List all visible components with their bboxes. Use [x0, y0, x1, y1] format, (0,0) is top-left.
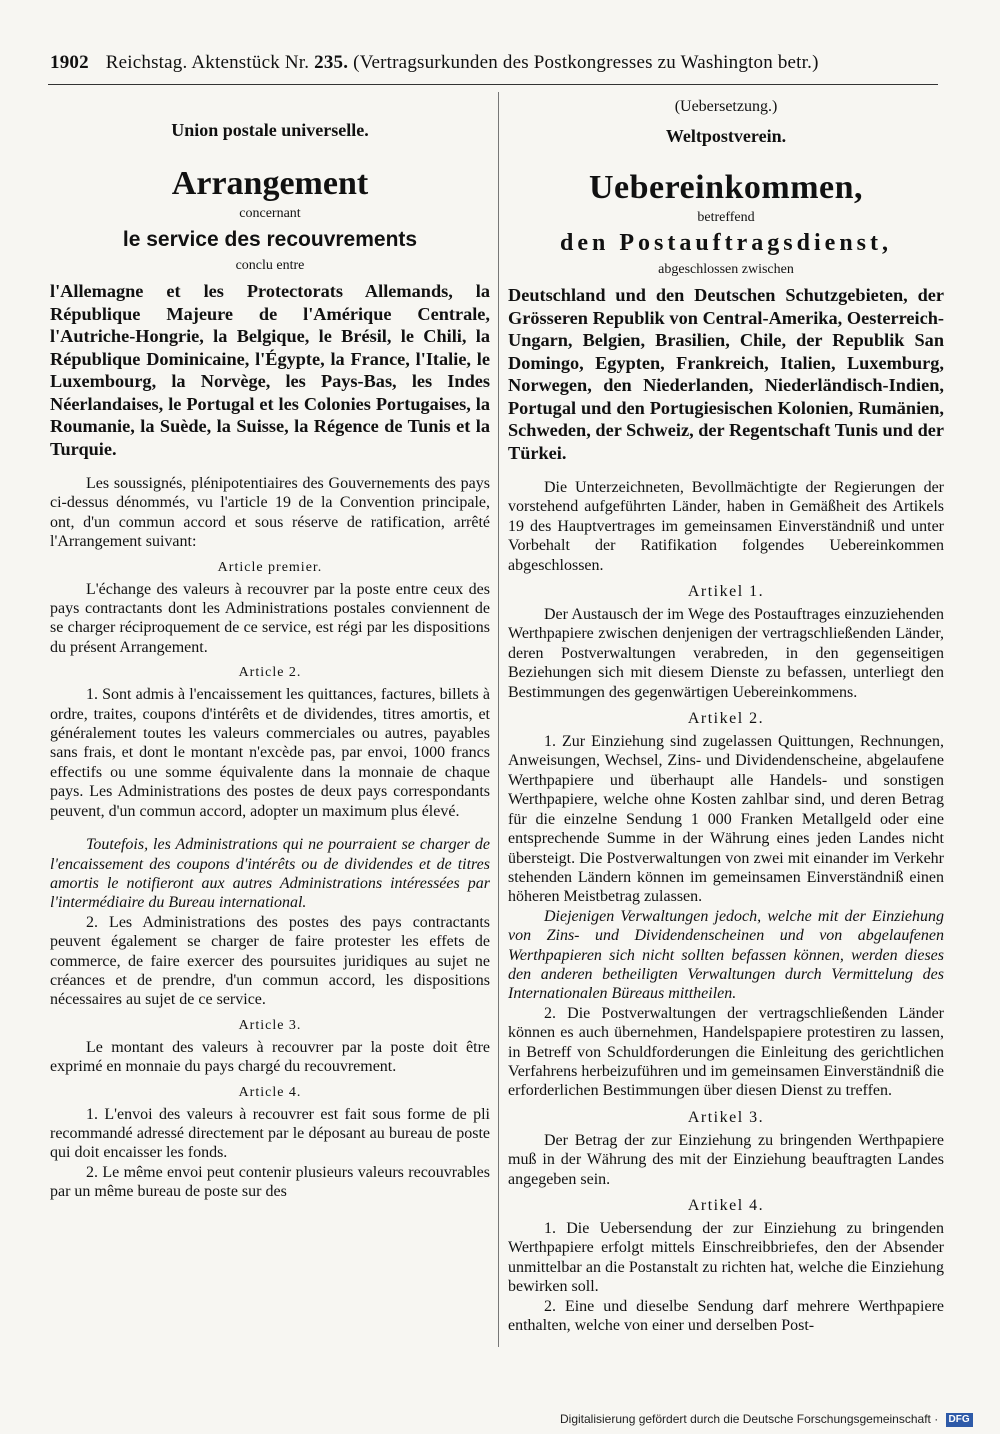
header-reichstag: Reichstag. — [105, 52, 188, 73]
article-1-heading-fr: Article premier. — [217, 559, 323, 575]
dfg-logo: DFG — [946, 1413, 973, 1427]
article-2-heading-de: Artikel 2. — [687, 710, 765, 728]
article-2-para-3-de: 2. Die Postverwaltungen der vertragschließenden Länder können es auch übernehmen, Handelspapiere protestiren zu lassen, in Betreff von Schuldforderungen die Einleitung des gerichtlichen Verfahrens herbeizuführen und im gemeinsamen Einverständniß die erforderlichen Bestimmungen über diesen Dienst zu treffen. — [508, 1004, 944, 1100]
union-title-de: Weltpostverein. — [665, 126, 787, 146]
header-aktenstueck: Aktenstück Nr. — [191, 52, 310, 73]
countries-list-fr: l'Allemagne et les Protectorats Allemands, la République Majeure de l'Amérique Centrale, l'Autriche-Hongrie, la Belgique, le Brésil, le Chili, la République Dominicaine, l'Égypte, la France, l'Italie, le Luxembourg, la Norvège, les Pays-Bas, les Indes Néerlandaises, le Portugal et les Colonies Portugaises, la Roumanie, la Suède, la Suisse, la Régence de Tunis et la Turquie. — [50, 281, 490, 459]
countries-list-de: Deutschland und den Deutschen Schutzgebieten, der Grösseren Republik von Central-Amerika, Oesterreich-Ungarn, Belgien, Brasilien, Chile, der Republik San Domingo, Egypten, Frankreich, Italien, Luxemburg, Norwegen, den Niederlanden, Niederländisch-Indien, Portugal und den Portugiesischen Kolonien, Rumänien, Schweden, der Schweiz, der Regentschaft Tunis und der Türkei. — [508, 285, 944, 463]
main-title-fr: Arrangement — [171, 165, 369, 202]
betreffend-label: betreffend — [697, 210, 755, 225]
article-2-para-2-fr: Toutefois, les Administrations qui ne pourraient se charger de l'encaissement des coupons d'intérêts ou de dividendes et de titres amortis le notifieront aux autres Administrations intéressées par l'intermédiaire du Bureau international. — [50, 836, 490, 912]
article-2-para-3-fr: 2. Les Administrations des postes des pays contractants peuvent également se charger de faire protester les effets de commerce, de faire exercer des poursuites juridiques au sujet ne créances et de prendre, d'un commun accord, les dispositions nécessaires au sujet de ce service. — [50, 913, 490, 1009]
concernant-label: concernant — [239, 206, 301, 221]
article-2-para-1-fr: 1. Sont admis à l'encaissement les quittances, factures, billets à ordre, traites, coupons d'intérêts et de dividendes, titres amortis, et généralement toutes les valeurs commerciales ou autres, payables sans frais, et dont le montant n'excède pas, par envoi, 1000 francs effectifs ou une somme équivalente dans la monnaie de chaque pays. Les Administrations des postes de deux pays correspondants peuvent, d'un commun accord, adopter un maximum plus élevé. — [50, 686, 490, 820]
german-column — [508, 92, 944, 1335]
article-4-para-2-de: 2. Eine und dieselbe Sendung darf mehrere Werthpapiere enthalten, welche von einer und derselben Post- — [508, 1297, 944, 1335]
article-3-heading-de: Artikel 3. — [687, 1108, 765, 1126]
preamble-de: Die Unterzeichneten, Bevollmächtigte der Regierungen der vorstehend aufgeführten Länder, haben in Gemäßheit des Artikels 19 des Hauptvertrages im gemeinsamen Einverständniß und unter Vorbehalt der Ratifikation folgendes Uebereinkommen abgeschlossen. — [508, 479, 944, 574]
article-4-heading-fr: Article 4. — [238, 1084, 302, 1100]
article-2-heading-fr: Article 2. — [238, 665, 302, 681]
article-4-para-1-fr: 1. L'envoi des valeurs à recouvrer est fait sous forme de pli recommandé adressé directement par le déposant au bureau de poste qui doit encaisser les fonds. — [50, 1105, 490, 1162]
main-title-de: Uebereinkommen, — [588, 169, 864, 206]
preamble-fr: Les soussignés, plénipotentiaires des Gouvernements des pays ci-dessus dénommés, vu l'article 19 de la Convention principale, ont, d'un commun accord et sous réserve de ratification, arrêté l'Arrangement suivant: — [50, 475, 490, 551]
page-number: 1902 — [50, 52, 89, 73]
article-4-heading-de: Artikel 4. — [687, 1197, 765, 1214]
service-title-fr: le service des recouvrements — [122, 228, 418, 251]
french-column — [50, 92, 490, 1202]
translation-label: (Uebersetzung.) — [674, 98, 778, 115]
service-title-de: den Postauftragsdienst, — [559, 230, 892, 256]
abgeschlossen-label: abgeschlossen zwischen — [658, 262, 794, 277]
footer-credit: Digitalisierung gefördert durch die Deutsche Forschungsgemeinschaft · — [560, 1412, 939, 1426]
article-1-heading-de: Artikel 1. — [687, 583, 765, 601]
article-3-text-fr: Le montant des valeurs à recouvrer par la poste doit être exprimé en monnaie du pays chargé du recouvrement. — [50, 1038, 490, 1076]
article-3-heading-fr: Article 3. — [238, 1017, 302, 1033]
running-header — [50, 52, 880, 84]
union-title-fr: Union postale universelle. — [171, 120, 369, 140]
digitization-footer — [560, 1412, 970, 1428]
article-2-para-1-de: 1. Zur Einziehung sind zugelassen Quittungen, Rechnungen, Anweisungen, Wechsel, Zins- und Dividendenscheine, abgelaufene Werthpapiere und überhaupt alle Handels- und sonstigen Werthpapiere, welche ohne Kosten zahlbar sind, und deren Betrag für die einzelne Sendung 1 000 Franken Metallgeld oder eine entsprechende Summe in der Währung eines jeden Landes nicht übersteigt. Die Postverwaltungen von zwei mit einander im Verkehr stehenden Ländern können im gemeinsamen Einverständniß einen höheren Meistbetrag zulassen. — [508, 733, 944, 906]
article-4-para-2-fr: 2. Le même envoi peut contenir plusieurs valeurs recouvrables par un même bureau de poste sur des — [50, 1163, 490, 1201]
header-rule — [48, 84, 938, 85]
article-2-para-2-de: Diejenigen Verwaltungen jedoch, welche mit der Einziehung von Zins- und Dividendenscheinen und von abgelaufenen Werthpapieren sich nicht sollten befassen können, werden dieses den anderen betheiligten Verwaltungen durch Vermittelung des Internationalen Büreaus mittheilen. — [508, 907, 944, 1003]
article-1-text-fr: L'échange des valeurs à recouvrer par la poste entre ceux des pays contractants dont les Administrations postales conviennent de se charger réciproquement de ce service, est régi par les dispositions du présent Arrangement. — [50, 580, 490, 656]
article-3-text-de: Der Betrag der zur Einziehung zu bringenden Werthpapiere muß in der Währung des mit der Einziehung beauftragten Landes angegeben sein. — [508, 1131, 944, 1188]
conclu-label: conclu entre — [235, 258, 305, 273]
column-divider — [498, 92, 499, 1347]
header-subject: (Vertragsurkunden des Postkongresses zu Washington betr.) — [353, 52, 819, 73]
header-doc-number: 235. — [314, 52, 349, 73]
article-1-text-de: Der Austausch der im Wege des Postauftrages einzuziehenden Werthpapiere zwischen denjenigen der vertragschließenden Länder, deren Postverwaltungen verabreden, in den gegenseitigen Beziehungen sich mit diesem Dienste zu befassen, unterliegt den Bestimmungen des gegenwärtigen Uebereinkommens. — [508, 606, 944, 701]
article-4-para-1-de: 1. Die Uebersendung der zur Einziehung zu bringenden Werthpapiere erfolgt mittels Einschreibbriefes, den der Absender unmittelbar an die Postanstalt zu richten hat, welche die Einziehung bewirken soll. — [508, 1220, 944, 1296]
